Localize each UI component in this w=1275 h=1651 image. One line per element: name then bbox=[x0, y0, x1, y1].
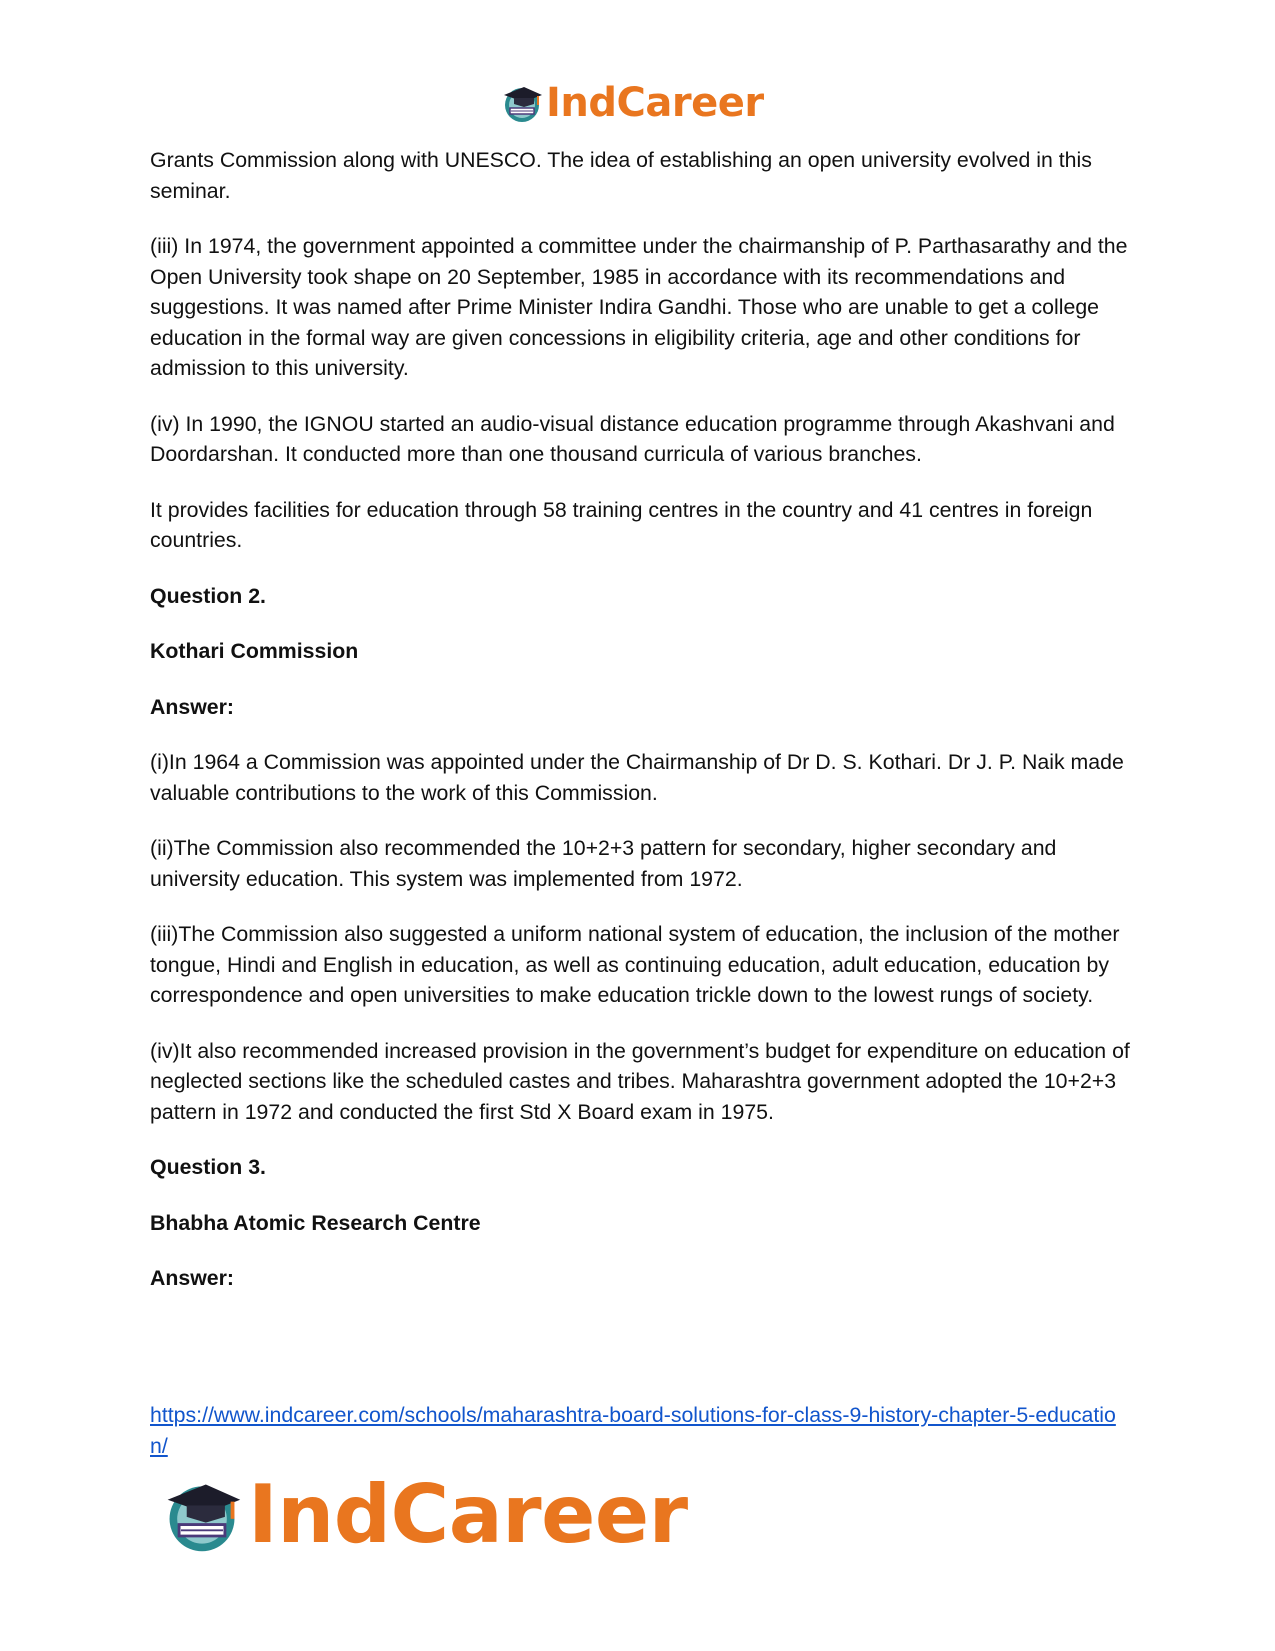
body-paragraph: (ii)The Commission also recommended the 10+2+3 pattern for secondary, higher secondary and university education. This system was implemented from 1972. bbox=[150, 836, 1057, 891]
document-body bbox=[150, 145, 1130, 1319]
graduation-globe-logo-icon bbox=[500, 81, 544, 125]
section-heading: Answer: bbox=[150, 1266, 235, 1290]
body-paragraph: It provides facilities for education through 58 training centres in the country and 41 centres in foreign countries. bbox=[150, 497, 1093, 552]
body-paragraph: (iv)It also recommended increased provision in the government’s budget for expenditure on education of neglected sections like the scheduled castes and tribes. Maharashtra government adopted the 10+2+3 pattern in 1972 and conducted the first Std X Board exam in 1975. bbox=[150, 1038, 1130, 1124]
header-logo bbox=[500, 78, 764, 128]
body-paragraph: (iv) In 1990, the IGNOU started an audio-visual distance education programme through Akashvani and Doordarshan. It conducted more than one thousand curricula of various branches. bbox=[150, 411, 1115, 466]
graduation-globe-logo-icon bbox=[160, 1473, 244, 1557]
source-url-link[interactable]: https://www.indcareer.com/schools/maharashtra-board-solutions-for-class-9-history-chapter-5-education/ bbox=[150, 1403, 1116, 1458]
brand-logo-text: IndCareer bbox=[248, 1468, 688, 1561]
brand-logo-text: IndCareer bbox=[546, 80, 764, 126]
section-heading: Bhabha Atomic Research Centre bbox=[150, 1210, 481, 1235]
body-paragraph: (i)In 1964 a Commission was appointed under the Chairmanship of Dr D. S. Kothari. Dr J. P. Naik made valuable contributions to the work of this Commission. bbox=[150, 750, 1124, 805]
body-paragraph: (iii)The Commission also suggested a uniform national system of education, the inclusion of the mother tongue, Hindi and English in education, as well as continuing education, adult education, education by correspondence and open universities to make education trickle down to the lowest rungs of society. bbox=[150, 922, 1120, 1007]
body-paragraph: (iii) In 1974, the government appointed a committee under the chairmanship of P. Parthasarathy and the Open University took shape on 20 September, 1985 in accordance with its recommendations and suggestions. It was named after Prime Minister Indira Gandhi. Those who are unable to get a college education in the formal way are given concessions in eligibility criteria, age and other conditions for admission to this university. bbox=[150, 234, 1128, 380]
section-heading: Question 2. bbox=[150, 583, 266, 608]
section-heading: Answer: bbox=[150, 694, 235, 719]
section-heading: Question 3. bbox=[150, 1155, 266, 1179]
section-heading: Kothari Commission bbox=[150, 639, 359, 663]
body-paragraph: Grants Commission along with UNESCO. The idea of establishing an open university evolved in this seminar. bbox=[150, 148, 1092, 203]
footer-logo bbox=[160, 1470, 688, 1560]
